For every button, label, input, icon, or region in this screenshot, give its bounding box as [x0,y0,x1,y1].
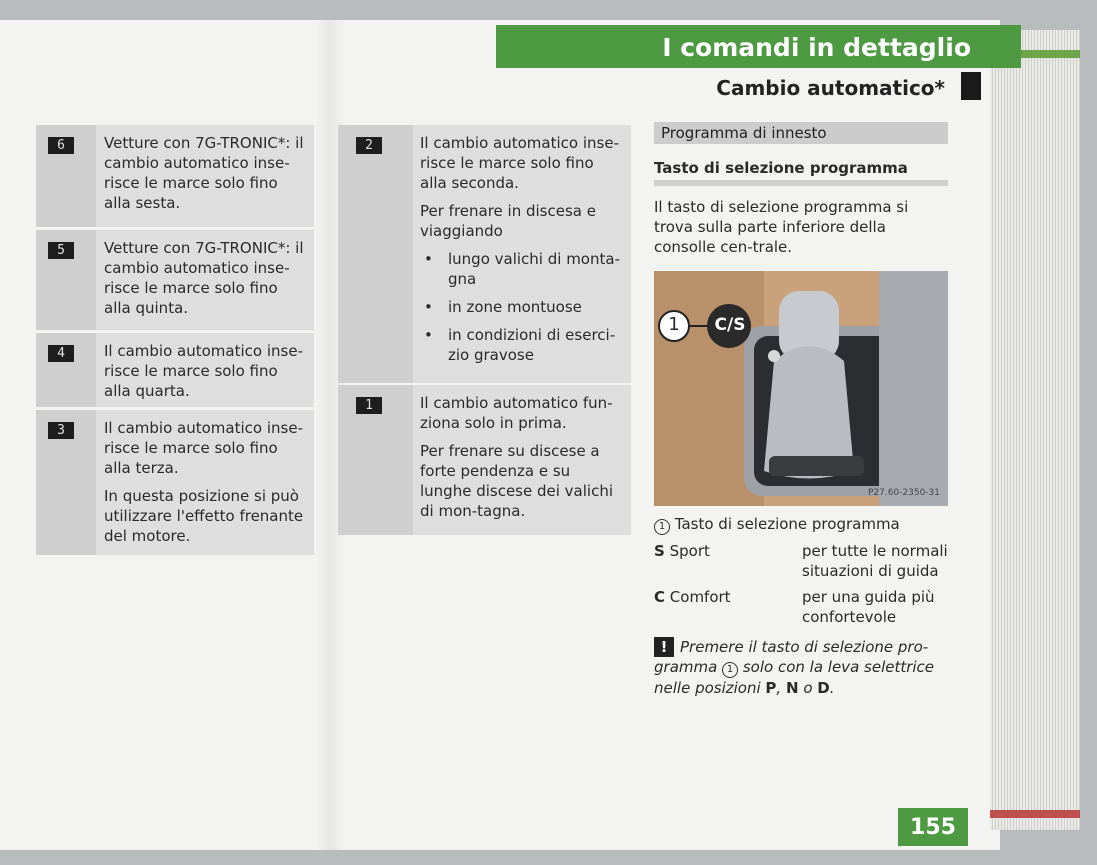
intro-text: Il tasto di selezione programma si trova sulla parte inferiore della consolle cen-trale. [654,198,909,256]
gear-row-4 [36,333,314,407]
gear-number: 4 [48,345,74,362]
edge-tab [990,810,1080,818]
photo-callout-number: 1 [668,314,680,335]
gear-row-5 [36,230,314,330]
page-number: 155 [898,808,968,846]
gear-row-3 [36,410,314,555]
mode-sport: S Sport per tutte le normali situazioni di guida [654,542,948,580]
console-illustration [654,271,948,506]
gear-text: Il cambio automatico inse-risce le marce solo fino alla seconda. Per frenare in discesa e viaggiando • lungo valichi di monta-gna • in zone montuose • in condizioni di eserci-zio gravose [420,133,625,373]
gear-number: 6 [48,137,74,154]
warning-icon: ! [654,637,674,657]
caption-number: 1 [654,519,670,535]
gear-row-2 [338,125,631,383]
gear-number: 3 [48,422,74,439]
page-edges [990,30,1080,830]
list-item: • in condizioni di eserci-zio gravose [448,325,625,365]
warning-note: ! Premere il tasto di selezione pro-gramma 1 solo con la leva selettrice nelle posizioni P, N o D. [654,638,935,697]
gear-text: Il cambio automatico inse-risce le marce solo fino alla terza. In questa posizione si può utilizzare l'effetto frenante del motore. [104,419,304,545]
tasto-heading: Tasto di selezione programma [654,158,948,186]
gear-text: Vetture con 7G-TRONIC*: il cambio automatico inse-risce le marce solo fino alla quinta. [104,239,304,317]
gear-number: 5 [48,242,74,259]
gear-text: Il cambio automatico inse-risce le marce solo fino alla quarta. [104,342,303,400]
section-marker [961,72,981,100]
mode-comfort: C Comfort per una guida più confortevole [654,588,935,626]
photo-code: P27.60-2350-31 [867,488,940,498]
gear-row-1 [338,385,631,535]
condition-list [420,249,625,365]
gear-text: Il cambio automatico fun-ziona solo in prima. Per frenare su discese a forte pendenza e su lunghe discese dei valichi di mon-tagna. [420,394,614,520]
gear-row-6 [36,125,314,227]
right-column [654,122,948,698]
cs-button-label: C/S [714,315,746,335]
list-item: • in zone montuose [448,297,625,317]
chapter-header: I comandi in dettaglio [496,25,1021,68]
gear-number: 2 [356,137,382,154]
gear-text: Vetture con 7G-TRONIC*: il cambio automatico inse-risce le marce solo fino alla sesta. [104,134,304,212]
section-title: Cambio automatico* [716,76,945,100]
programma-heading: Programma di innesto [654,122,948,144]
console-photo [654,271,948,506]
photo-caption: 1 Tasto di selezione programma [654,514,948,535]
gear-number: 1 [356,397,382,414]
list-item: • lungo valichi di monta-gna [448,249,625,289]
